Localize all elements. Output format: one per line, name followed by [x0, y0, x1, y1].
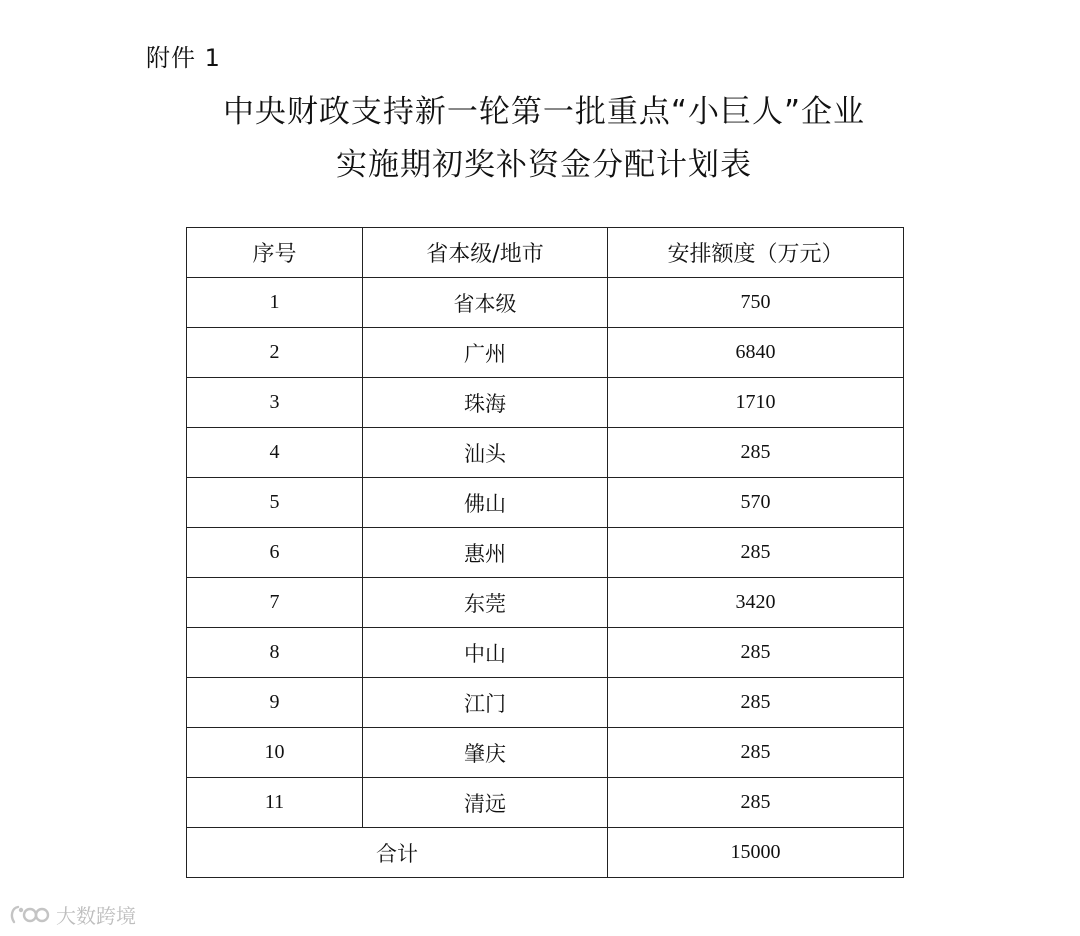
row-number: 4 [187, 428, 363, 478]
row-region: 广州 [363, 328, 608, 378]
row-region: 东莞 [363, 578, 608, 628]
table-row [187, 478, 904, 528]
row-region: 佛山 [363, 478, 608, 528]
table-row [187, 678, 904, 728]
attachment-label: 附件 1 [146, 44, 221, 72]
row-amount: 285 [608, 428, 904, 478]
table-row [187, 378, 904, 428]
row-number: 11 [187, 778, 363, 828]
total-label: 合计 [187, 828, 608, 878]
row-amount: 1710 [608, 378, 904, 428]
column-header-no: 序号 [187, 228, 363, 278]
row-amount: 3420 [608, 578, 904, 628]
table-row [187, 778, 904, 828]
row-number: 3 [187, 378, 363, 428]
column-header-region: 省本级/地市 [363, 228, 608, 278]
row-number: 2 [187, 328, 363, 378]
table-total-row [187, 828, 904, 878]
row-amount: 285 [608, 528, 904, 578]
table-row [187, 278, 904, 328]
document-title-line1: 中央财政支持新一轮第一批重点“小巨人”企业 [222, 94, 866, 130]
row-number: 1 [187, 278, 363, 328]
row-amount: 285 [608, 628, 904, 678]
row-region: 惠州 [363, 528, 608, 578]
row-number: 8 [187, 628, 363, 678]
row-region: 省本级 [363, 278, 608, 328]
row-amount: 750 [608, 278, 904, 328]
row-amount: 285 [608, 778, 904, 828]
row-amount: 570 [608, 478, 904, 528]
row-number: 6 [187, 528, 363, 578]
table-row [187, 328, 904, 378]
row-number: 10 [187, 728, 363, 778]
row-amount: 285 [608, 678, 904, 728]
row-amount: 285 [608, 728, 904, 778]
allocation-table [186, 227, 904, 878]
row-region: 清远 [363, 778, 608, 828]
table-row [187, 528, 904, 578]
row-amount: 6840 [608, 328, 904, 378]
row-number: 7 [187, 578, 363, 628]
row-region: 江门 [363, 678, 608, 728]
row-region: 肇庆 [363, 728, 608, 778]
column-header-amount: 安排额度（万元） [608, 228, 904, 278]
watermark [8, 900, 136, 929]
table-row [187, 728, 904, 778]
logo-icon [8, 902, 52, 928]
row-number: 5 [187, 478, 363, 528]
table-row [187, 578, 904, 628]
document-title-line2: 实施期初奖补资金分配计划表 [336, 147, 752, 183]
row-region: 珠海 [363, 378, 608, 428]
row-region: 汕头 [363, 428, 608, 478]
total-amount: 15000 [608, 828, 904, 878]
table-header-row [187, 228, 904, 278]
table-row [187, 428, 904, 478]
table-row [187, 628, 904, 678]
watermark-text: 大数跨境 [56, 904, 136, 928]
row-number: 9 [187, 678, 363, 728]
row-region: 中山 [363, 628, 608, 678]
